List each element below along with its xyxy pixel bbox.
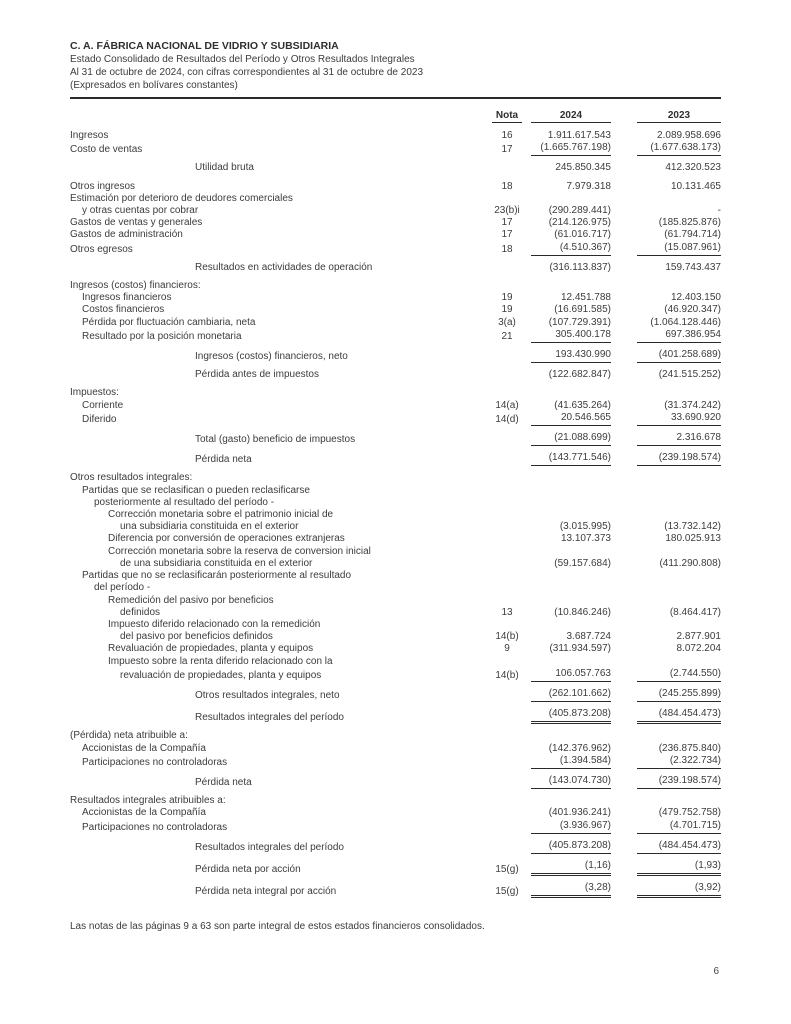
row-label: Impuestos: [70, 387, 119, 399]
row-value-2024: (3.015.995) [559, 521, 611, 533]
table-row [70, 369, 721, 381]
table-row [70, 472, 721, 484]
row-value-2024: (1.665.767.198) [531, 142, 611, 156]
row-value-2023: (239.198.574) [637, 775, 721, 789]
currency-note: (Expresados en bolívares constantes) [70, 80, 238, 91]
table-row [70, 743, 721, 755]
row-nota: 3(a) [498, 316, 516, 328]
row-label: Pérdida neta [195, 454, 252, 466]
period-line: Al 31 de octubre de 2024, con cifras correspondientes al 31 de octubre de 2023 [70, 67, 424, 78]
table-row [70, 432, 721, 446]
row-value-2024: 3.687.724 [566, 631, 611, 643]
table-row [70, 775, 721, 789]
row-label: Gastos de ventas y generales [70, 217, 203, 229]
table-row [70, 292, 721, 304]
row-value-2023: (401.258.689) [637, 349, 721, 363]
row-value-2023: (1,93) [637, 860, 721, 876]
row-nota: 17 [501, 229, 513, 241]
row-value-2023: (15.087.961) [637, 242, 721, 256]
row-value-2024: (59.157.684) [554, 557, 611, 569]
row-label: Resultados integrales del período [195, 841, 344, 853]
table-row [70, 317, 721, 329]
table-row [70, 820, 721, 834]
row-value-2024: (290.289.441) [548, 205, 611, 217]
table-header-row [70, 110, 721, 123]
row-nota: 17 [501, 144, 513, 156]
row-value-2024: (214.126.975) [548, 217, 611, 229]
table-row [70, 688, 721, 702]
row-value-2023: (61.794.714) [664, 229, 721, 241]
row-value-2023: (13.732.142) [664, 521, 721, 533]
table-row [70, 329, 721, 343]
row-value-2023: 8.072.204 [676, 643, 721, 655]
table-row [70, 412, 721, 426]
row-value-2024: (262.101.662) [531, 688, 611, 702]
table-row [70, 619, 721, 631]
row-value-2023: 159.743.437 [665, 261, 721, 273]
row-value-2024: (122.682.847) [548, 369, 611, 381]
row-label: y otras cuentas por cobrar [82, 205, 199, 217]
table-row [70, 485, 721, 497]
row-value-2024: (41.635.264) [554, 399, 611, 411]
row-value-2024: 193.430.990 [531, 349, 611, 363]
row-value-2023: (411.290.808) [659, 557, 721, 569]
row-nota: 14(b) [495, 669, 519, 681]
row-label: Estimación por deterioro de deudores comerciales [70, 192, 293, 204]
row-label: Pérdida antes de impuestos [195, 369, 319, 381]
row-value-2023: - [717, 205, 721, 217]
table-row [70, 193, 721, 205]
row-label: Ingresos (costos) financieros, neto [195, 351, 348, 363]
company-name: C. A. FÁBRICA NACIONAL DE VIDRIO Y SUBSIDIARIA [70, 40, 339, 52]
row-value-2023: (245.255.899) [637, 688, 721, 702]
row-value-2024: 12.451.788 [560, 292, 611, 304]
row-value-2023: 180.025.913 [665, 533, 721, 545]
row-nota: 18 [501, 243, 513, 255]
row-label: Costos financieros [82, 304, 165, 316]
row-value-2024: (61.016.717) [554, 229, 611, 241]
row-label: una subsidiaria constituida en el exterior [120, 521, 299, 533]
column-header-nota: Nota [492, 110, 522, 123]
row-value-2023: (1.064.128.446) [650, 316, 721, 328]
row-nota: 14(b) [495, 631, 519, 643]
row-value-2023: (2.322.734) [637, 755, 721, 769]
row-nota: 14(d) [495, 413, 519, 425]
table-row [70, 708, 721, 724]
row-nota: 15(g) [495, 863, 519, 875]
header-divider [70, 97, 721, 99]
row-label: Remedición del pasivo por beneficios [108, 594, 274, 606]
row-value-2023: 412.320.523 [665, 162, 721, 174]
row-value-2023: 697.386.954 [637, 329, 721, 343]
row-value-2023: (484.454.473) [637, 708, 721, 724]
row-label: Resultado por la posición monetaria [82, 330, 242, 342]
table-row [70, 570, 721, 582]
row-value-2024: (107.729.391) [548, 316, 611, 328]
table-row [70, 807, 721, 819]
row-label: Resultados integrales atribuibles a: [70, 795, 226, 807]
row-label: Accionistas de la Compañía [82, 807, 206, 819]
row-nota: 19 [501, 304, 513, 316]
table-row [70, 558, 721, 570]
row-value-2023: (2.744.550) [637, 668, 721, 682]
row-label: Impuesto sobre la renta diferido relacionado con la [108, 655, 333, 667]
page-number: 6 [713, 966, 719, 977]
row-nota: 9 [504, 643, 510, 655]
table-row [70, 162, 721, 174]
row-value-2024: (143.074.730) [531, 775, 611, 789]
row-label: Partidas que se reclasifican o pueden reclasificarse [82, 484, 310, 496]
table-row [70, 631, 721, 643]
row-value-2024: 13.107.373 [560, 533, 611, 545]
table-row [70, 607, 721, 619]
table-row [70, 546, 721, 558]
row-label: del período - [94, 582, 151, 594]
table-row [70, 452, 721, 466]
row-nota: 18 [501, 180, 513, 192]
table-row [70, 533, 721, 545]
row-value-2024: (1,16) [531, 860, 611, 876]
table-row [70, 130, 721, 142]
table-row [70, 205, 721, 217]
row-value-2024: (4.510.367) [531, 242, 611, 256]
row-label: de una subsidiaria constituida en el exterior [120, 557, 313, 569]
row-value-2023: (241.515.252) [658, 369, 721, 381]
row-label: Pérdida neta integral por acción [195, 886, 337, 898]
table-row [70, 882, 721, 898]
footnote: Las notas de las páginas 9 a 63 son parte integral de estos estados financieros consolidados. [70, 921, 485, 933]
row-label: Participaciones no controladoras [82, 756, 228, 768]
row-value-2024: 245.850.345 [555, 162, 611, 174]
row-value-2024: (405.873.208) [531, 708, 611, 724]
row-label: Accionistas de la Compañía [82, 742, 206, 754]
row-label: Corrección monetaria sobre la reserva de conversion inicial [108, 545, 371, 557]
table-row [70, 860, 721, 876]
row-value-2023: 10.131.465 [670, 180, 721, 192]
row-label: Otros resultados integrales: [70, 472, 193, 484]
row-value-2024: (316.113.837) [549, 261, 611, 273]
table-row [70, 656, 721, 668]
row-nota: 15(g) [495, 886, 519, 898]
row-label: Resultados integrales del período [195, 712, 344, 724]
table-row [70, 521, 721, 533]
row-value-2024: 1.911.617.543 [547, 130, 611, 141]
row-value-2023: (8.464.417) [669, 606, 721, 618]
table-row [70, 755, 721, 769]
table-row [70, 242, 721, 256]
row-value-2024: 106.057.763 [531, 668, 611, 682]
statement-title: Estado Consolidado de Resultados del Período y Otros Resultados Integrales [70, 54, 415, 65]
row-label: Ingresos financieros [82, 292, 172, 304]
table-row [70, 349, 721, 363]
row-value-2023: 2.877.901 [676, 631, 721, 643]
table-row [70, 497, 721, 509]
table-row [70, 730, 721, 742]
row-label: Revaluación de propiedades, planta y equipos [108, 643, 314, 655]
row-value-2024: 305.400.178 [531, 329, 611, 343]
document-header [70, 40, 721, 92]
row-label: Otros egresos [70, 243, 133, 255]
row-value-2023: (3,92) [637, 882, 721, 898]
row-value-2024: (21.088.699) [531, 432, 611, 446]
table-row [70, 217, 721, 229]
row-value-2023: (239.198.574) [637, 452, 721, 466]
row-value-2024: 7.979.318 [566, 180, 611, 192]
row-value-2023: (185.825.876) [658, 217, 721, 229]
row-label: definidos [120, 606, 161, 618]
table-row [70, 400, 721, 412]
table-row [70, 304, 721, 316]
row-label: Impuesto diferido relacionado con la remedición [108, 618, 321, 630]
table-row [70, 280, 721, 292]
column-header-nota-cell [483, 110, 531, 123]
row-value-2023: (4.701.715) [637, 820, 721, 834]
row-value-2023: (1.677.638.173) [637, 142, 721, 156]
row-nota: 19 [501, 292, 513, 304]
row-label: Gastos de administración [70, 229, 183, 241]
row-nota: 21 [501, 330, 513, 342]
row-label: Pérdida neta por acción [195, 863, 301, 875]
row-value-2024: (401.936.241) [548, 807, 611, 819]
table-row [70, 181, 721, 193]
row-label: Ingresos (costos) financieros: [70, 280, 201, 292]
row-label: Costo de ventas [70, 144, 143, 156]
row-label: Resultados en actividades de operación [195, 261, 373, 273]
row-value-2023: (484.454.473) [637, 840, 721, 854]
row-value-2023: 2.089.958.696 [657, 130, 721, 141]
row-value-2024: (143.771.546) [531, 452, 611, 466]
row-value-2024: 20.546.565 [531, 412, 611, 426]
row-label: Otros resultados integrales, neto [195, 689, 340, 701]
table-row [70, 262, 721, 274]
table-row [70, 142, 721, 156]
table-row [70, 387, 721, 399]
row-value-2023: 12.403.150 [670, 292, 721, 304]
row-value-2024: (1.394.584) [531, 755, 611, 769]
row-label: Partidas que no se reclasificarán posteriormente al resultado [82, 570, 352, 582]
row-label: Corriente [82, 399, 124, 411]
row-value-2023: (236.875.840) [658, 742, 721, 754]
row-value-2024: (10.846.246) [554, 606, 611, 618]
row-value-2024: (3,28) [531, 882, 611, 898]
row-value-2023: (479.752.758) [658, 807, 721, 819]
row-label: Diferido [82, 413, 117, 425]
table-row [70, 643, 721, 655]
row-label: Participaciones no controladoras [82, 821, 228, 833]
row-nota: 17 [501, 217, 513, 229]
row-label: del pasivo por beneficios definidos [120, 631, 273, 643]
row-label: revaluación de propiedades, planta y equipos [120, 669, 322, 681]
row-label: Pérdida por fluctuación cambiaria, neta [82, 316, 256, 328]
row-label: Diferencia por conversión de operaciones extranjeras [108, 533, 345, 545]
row-nota: 23(b)i [494, 205, 520, 217]
row-nota: 13 [501, 606, 513, 618]
table-row [70, 795, 721, 807]
row-nota: 14(a) [495, 399, 519, 411]
row-value-2023: (31.374.242) [664, 399, 721, 411]
table-row [70, 668, 721, 682]
table-body [70, 130, 721, 898]
table-row [70, 595, 721, 607]
row-value-2024: (16.691.585) [554, 304, 611, 316]
row-label: posteriormente al resultado del período - [94, 496, 275, 508]
table-row [70, 840, 721, 854]
row-value-2024: (142.376.962) [548, 742, 611, 754]
column-header-2023: 2023 [637, 110, 721, 123]
row-label: Otros ingresos [70, 180, 136, 192]
row-nota: 16 [501, 130, 513, 141]
row-value-2023: 33.690.920 [637, 412, 721, 426]
table-row [70, 509, 721, 521]
row-label: Corrección monetaria sobre el patrimonio inicial de [108, 509, 334, 521]
row-value-2023: 2.316.678 [637, 432, 721, 446]
column-header-2024: 2024 [531, 110, 611, 123]
row-label: Utilidad bruta [195, 162, 254, 174]
row-label: (Pérdida) neta atribuible a: [70, 730, 188, 742]
row-value-2024: (3.936.967) [531, 820, 611, 834]
row-value-2024: (311.934.597) [549, 643, 611, 655]
row-value-2024: (405.873.208) [531, 840, 611, 854]
document-content [70, 40, 721, 933]
table-row [70, 229, 721, 241]
table-row [70, 582, 721, 594]
row-value-2023: (46.920.347) [664, 304, 721, 316]
row-label: Ingresos [70, 130, 109, 141]
row-label: Pérdida neta [195, 776, 252, 788]
row-label: Total (gasto) beneficio de impuestos [195, 434, 356, 446]
